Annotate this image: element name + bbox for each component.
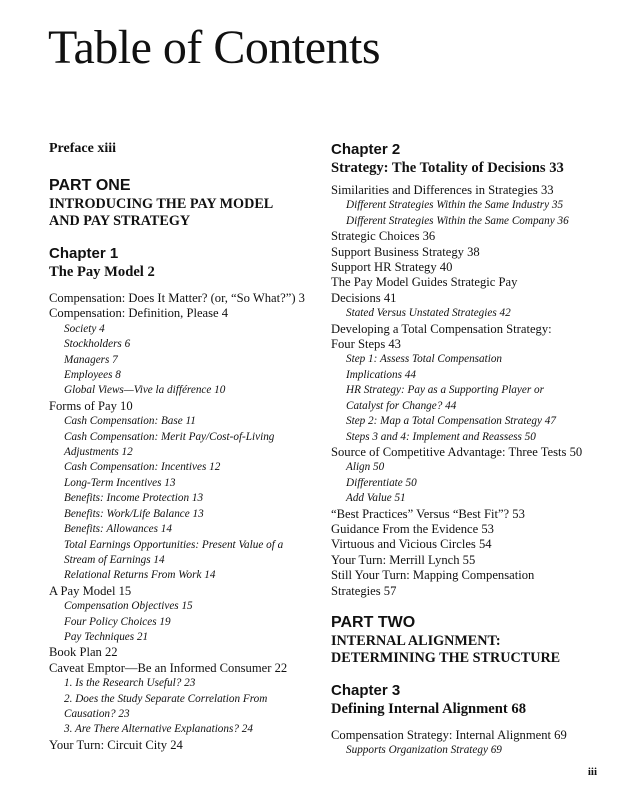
toc-entry[interactable]: Strategies 57 (331, 583, 397, 598)
toc-subentry[interactable]: Differentiate 50 (346, 476, 417, 489)
toc-entry[interactable]: Similarities and Differences in Strategies 33 (331, 183, 554, 197)
toc-entry[interactable]: Compensation: Does It Matter? (or, “So What?”) 3 (49, 291, 305, 305)
toc-subentry[interactable]: HR Strategy: Pay as a Supporting Player or (346, 384, 544, 397)
toc-right-column (331, 140, 631, 759)
toc-subentry[interactable]: Different Strategies Within the Same Industry 35 (346, 199, 564, 212)
toc-subentry[interactable]: Step 1: Assess Total Compensation (346, 353, 503, 366)
toc-entry[interactable]: Your Turn: Merrill Lynch 55 (331, 552, 476, 567)
toc-subentry[interactable]: Long-Term Incentives 13 (64, 476, 176, 489)
toc-subentry[interactable]: Managers 7 (64, 353, 118, 366)
toc-entry[interactable]: The Pay Model Guides Strategic Pay (331, 275, 518, 290)
toc-entry[interactable]: Your Turn: Circuit City 24 (49, 737, 183, 752)
part-two-heading: PART TWO (331, 613, 416, 631)
page-title: Table of Contents (48, 21, 381, 74)
part-two-subtitle: DETERMINING THE STRUCTURE (331, 649, 561, 666)
toc-entry[interactable]: Caveat Emptor—Be an Informed Consumer 22 (49, 660, 288, 675)
toc-subentry[interactable]: Catalyst for Change? 44 (346, 399, 457, 412)
chapter-title[interactable]: The Pay Model 2 (49, 264, 155, 280)
toc-subentry[interactable]: Cash Compensation: Base 11 (64, 415, 196, 428)
toc-subentry[interactable]: Stated Versus Unstated Strategies 42 (346, 307, 511, 320)
toc-entry[interactable]: “Best Practices” Versus “Best Fit”? 53 (331, 506, 525, 521)
toc-subentry[interactable]: Total Earnings Opportunities: Present Value of a (64, 538, 284, 551)
chapter-label: Chapter 2 (331, 141, 401, 158)
page-number: iii (587, 766, 597, 778)
toc-entry[interactable]: Strategic Choices 36 (331, 229, 436, 244)
toc-left-column (49, 140, 314, 753)
toc-entry[interactable]: Guidance From the Evidence 53 (331, 521, 494, 536)
toc-entry[interactable]: Four Steps 43 (331, 337, 401, 352)
chapter-label: Chapter 1 (49, 245, 119, 262)
toc-subentry[interactable]: Add Value 51 (346, 492, 406, 505)
chapter-label: Chapter 3 (331, 681, 401, 699)
toc-entry[interactable]: Support HR Strategy 40 (331, 260, 453, 275)
part-two-subtitle: INTERNAL ALIGNMENT: (331, 632, 501, 649)
chapter-title[interactable]: Strategy: The Totality of Decisions 33 (331, 160, 564, 176)
part-one-heading: PART ONE (49, 177, 131, 194)
toc-subentry[interactable]: 1. Is the Research Useful? 23 (64, 677, 196, 690)
toc-subentry[interactable]: Employees 8 (64, 369, 121, 382)
toc-subentry[interactable]: Cash Compensation: Merit Pay/Cost-of-Living (64, 430, 275, 443)
toc-subentry[interactable]: Pay Techniques 21 (64, 630, 149, 643)
toc-subentry[interactable]: Benefits: Allowances 14 (64, 523, 172, 536)
toc-subentry[interactable]: Global Views—Vive la différence 10 (64, 384, 226, 397)
toc-subentry[interactable]: Stream of Earnings 14 (64, 553, 165, 566)
toc-preface[interactable]: Preface xiii (49, 141, 116, 156)
toc-subentry[interactable]: Supports Organization Strategy 69 (346, 744, 502, 757)
toc-entry[interactable]: Book Plan 22 (49, 645, 118, 660)
toc-entry[interactable]: A Pay Model 15 (49, 583, 132, 598)
chapter-title[interactable]: Defining Internal Alignment 68 (331, 700, 526, 717)
toc-entry[interactable]: Support Business Strategy 38 (331, 244, 480, 259)
toc-entry[interactable]: Source of Competitive Advantage: Three Tests 50 (331, 444, 583, 459)
toc-entry[interactable]: Still Your Turn: Mapping Compensation (331, 568, 535, 583)
toc-subentry[interactable]: Cash Compensation: Incentives 12 (64, 461, 221, 474)
toc-subentry[interactable]: Compensation Objectives 15 (64, 600, 193, 613)
toc-entry[interactable]: Developing a Total Compensation Strategy: (331, 321, 552, 336)
toc-subentry[interactable]: Adjustments 12 (64, 446, 133, 459)
toc-subentry[interactable]: 3. Are There Alternative Explanations? 24 (64, 723, 253, 736)
toc-subentry[interactable]: Align 50 (346, 461, 385, 474)
toc-subentry[interactable]: Benefits: Work/Life Balance 13 (64, 507, 204, 520)
toc-entry[interactable]: Compensation: Definition, Please 4 (49, 306, 229, 321)
toc-subentry[interactable]: Four Policy Choices 19 (64, 615, 171, 628)
part-one-subtitle: AND PAY STRATEGY (49, 213, 191, 229)
part-one-subtitle: INTRODUCING THE PAY MODEL (49, 196, 274, 212)
toc-subentry[interactable]: Relational Returns From Work 14 (64, 569, 216, 582)
toc-subentry[interactable]: Benefits: Income Protection 13 (64, 492, 204, 505)
toc-entry[interactable]: Virtuous and Vicious Circles 54 (331, 537, 492, 552)
toc-entry[interactable]: Forms of Pay 10 (49, 398, 133, 413)
toc-subentry[interactable]: Steps 3 and 4: Implement and Reassess 50 (346, 430, 536, 443)
toc-subentry[interactable]: Stockholders 6 (64, 338, 131, 351)
toc-entry[interactable]: Decisions 41 (331, 290, 397, 305)
toc-subentry[interactable]: Implications 44 (346, 368, 416, 381)
toc-entry[interactable]: Compensation Strategy: Internal Alignment 69 (331, 727, 567, 742)
toc-subentry[interactable]: Different Strategies Within the Same Company 36 (346, 214, 569, 227)
toc-subentry[interactable]: Causation? 23 (64, 707, 130, 720)
toc-subentry[interactable]: 2. Does the Study Separate Correlation From (64, 692, 268, 705)
toc-subentry[interactable]: Society 4 (64, 322, 105, 335)
toc-subentry[interactable]: Step 2: Map a Total Compensation Strategy 47 (346, 415, 556, 428)
